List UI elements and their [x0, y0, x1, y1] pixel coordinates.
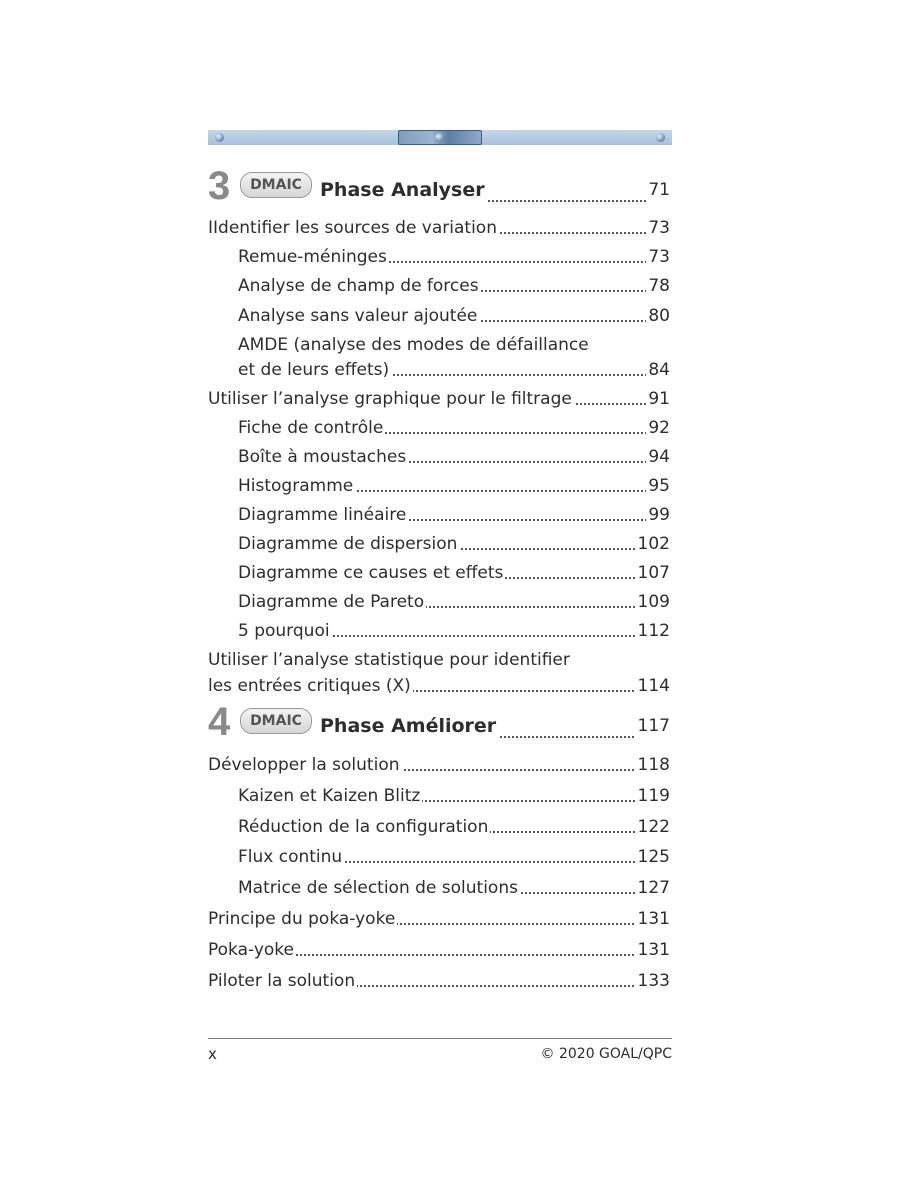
page-number: 95	[648, 476, 670, 496]
page-number: 73	[648, 247, 670, 267]
toc-entry[interactable]	[238, 845, 672, 869]
toc-entry[interactable]	[238, 532, 672, 556]
page-number: 102	[637, 534, 670, 554]
rivet-icon	[656, 133, 665, 142]
entry-title: Piloter la solution	[208, 971, 356, 991]
toc-entry[interactable]	[208, 216, 672, 240]
page-number: 112	[637, 621, 670, 641]
rivet-icon	[215, 133, 224, 142]
toc-entry[interactable]	[238, 784, 672, 808]
toc-entry[interactable]	[238, 358, 672, 382]
entry-title: Utiliser l’analyse graphique pour le filtrage	[208, 389, 572, 409]
toc-entry[interactable]	[238, 474, 672, 498]
dmaic-badge: DMAIC	[240, 708, 312, 734]
toc-entry[interactable]	[238, 590, 672, 614]
toc-entry[interactable]	[238, 503, 672, 527]
toc-entry[interactable]	[238, 304, 672, 328]
chapter-number: 3	[208, 164, 231, 208]
page-number: 94	[648, 447, 670, 467]
entry-title: Kaizen et Kaizen Blitz	[238, 786, 421, 806]
entry-title: Poka-yoke	[208, 940, 295, 960]
entry-title: Diagramme ce causes et effets	[238, 563, 504, 583]
toc-entry[interactable]	[238, 416, 672, 440]
entry-title: Développer la solution	[208, 755, 400, 775]
page-number: 133	[637, 971, 670, 991]
chapter-title: Phase Améliorer	[320, 714, 499, 738]
page-number: 131	[637, 909, 670, 929]
entry-title: 5 pourquoi	[238, 621, 330, 641]
entry-title-continued: et de leurs effets)	[238, 360, 390, 380]
entry-title: Remue-méninges	[238, 247, 387, 267]
toc-entry[interactable]	[208, 907, 672, 931]
toc-entry[interactable]	[238, 445, 672, 469]
toc-entry[interactable]	[238, 815, 672, 839]
entry-title: Diagramme linéaire	[238, 505, 407, 525]
page-number: 118	[637, 755, 670, 775]
entry-title: IIdentifier les sources de variation	[208, 218, 497, 238]
page-number: 71	[648, 180, 670, 200]
page-folio: x	[208, 1045, 217, 1063]
toc-entry[interactable]	[208, 938, 672, 962]
page-number: 99	[648, 505, 670, 525]
entry-title: Matrice de sélection de solutions	[238, 878, 518, 898]
toc-entry[interactable]	[238, 876, 672, 900]
entry-title: Diagramme de dispersion	[238, 534, 458, 554]
footer-rule	[208, 1038, 672, 1039]
toc-entry[interactable]	[238, 245, 672, 269]
entry-title: Boîte à moustaches	[238, 447, 407, 467]
page-number: 91	[648, 389, 670, 409]
decorative-header-bar	[208, 130, 672, 145]
toc-entry[interactable]	[208, 674, 672, 698]
page-number: 92	[648, 418, 670, 438]
entry-title-continued: les entrées critiques (X)	[208, 676, 411, 696]
entry-title: Utiliser l’analyse statistique pour identifier	[208, 650, 570, 670]
toc-entry[interactable]	[238, 561, 672, 585]
page-number: 122	[637, 817, 670, 837]
dmaic-badge: DMAIC	[240, 172, 312, 198]
page-number: 117	[637, 716, 670, 736]
page-number: 107	[637, 563, 670, 583]
page-number: 84	[648, 360, 670, 380]
toc-entry[interactable]	[238, 619, 672, 643]
page-number: 131	[637, 940, 670, 960]
entry-title: Flux continu	[238, 847, 343, 867]
page-number: 125	[637, 847, 670, 867]
header-slider-ornament	[398, 130, 482, 145]
toc-entry-wrap-line[interactable]	[208, 648, 672, 672]
page-number: 114	[637, 676, 670, 696]
entry-title: Fiche de contrôle	[238, 418, 384, 438]
entry-title: Diagramme de Pareto	[238, 592, 425, 612]
entry-title: AMDE (analyse des modes de défaillance	[238, 335, 589, 355]
rivet-icon	[435, 133, 444, 142]
toc-entry-wrap-line[interactable]	[238, 333, 672, 357]
entry-title: Principe du poka-yoke	[208, 909, 396, 929]
chapter-title: Phase Analyser	[320, 178, 488, 202]
entry-title: Histogramme	[238, 476, 354, 496]
page-number: 80	[648, 306, 670, 326]
toc-entry[interactable]	[208, 969, 672, 993]
entry-title: Réduction de la configuration	[238, 817, 489, 837]
page-number: 119	[637, 786, 670, 806]
chapter-heading-4[interactable]	[208, 700, 672, 746]
chapter-heading-3[interactable]	[208, 164, 672, 210]
copyright-notice: © 2020 GOAL/QPC	[540, 1046, 672, 1062]
entry-title: Analyse sans valeur ajoutée	[238, 306, 478, 326]
chapter-number: 4	[208, 700, 231, 744]
page-number: 78	[648, 276, 670, 296]
entry-title: Analyse de champ de forces	[238, 276, 479, 296]
toc-entry[interactable]	[208, 387, 672, 411]
toc-entry[interactable]	[238, 274, 672, 298]
page-number: 73	[648, 218, 670, 238]
page-number: 127	[637, 878, 670, 898]
toc-entry[interactable]	[208, 753, 672, 777]
page-number: 109	[637, 592, 670, 612]
